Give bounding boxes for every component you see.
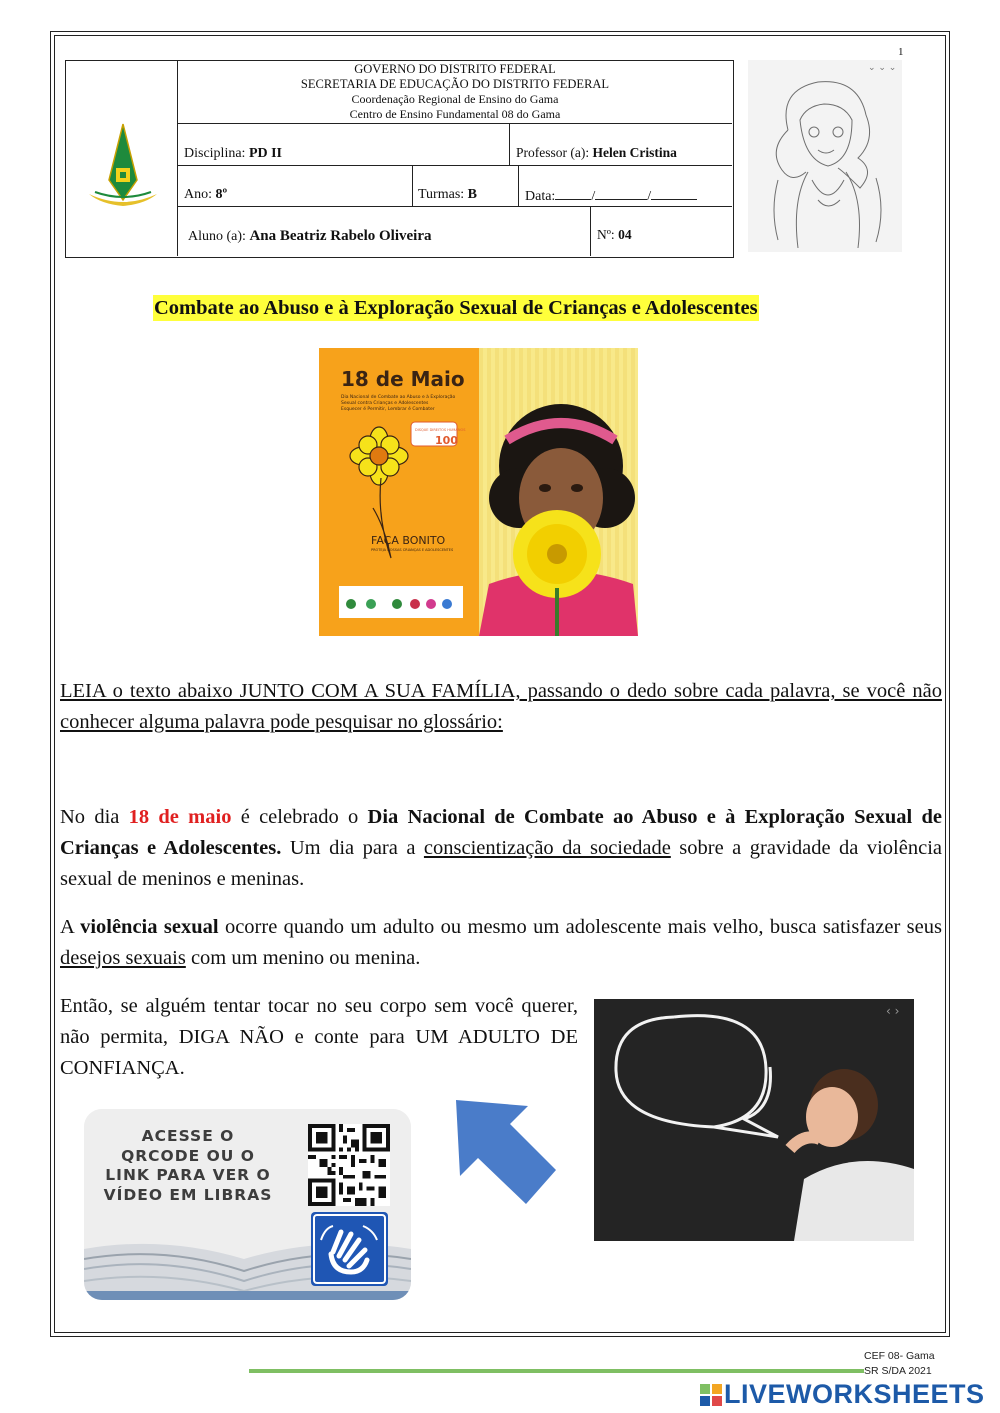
p1-date: 18 de maio [128,806,232,828]
header-divider-3 [518,165,519,206]
numero-field [597,227,632,243]
gov-line-2: SECRETARIA DE EDUCAÇÃO DO DISTRITO FEDERAL [300,77,610,91]
professor-value: Helen Cristina [592,145,677,160]
ano-field [184,187,227,203]
speaking-girl-photo [594,999,914,1241]
data-month-blank[interactable] [595,187,647,200]
p2-bold: violência sexual [80,916,219,938]
svg-text:⌄ ⌄ ⌄: ⌄ ⌄ ⌄ [868,63,897,73]
p1-text-b: é celebrado o [231,806,368,828]
footer-school: CEF 08- Gama [864,1350,935,1362]
data-label: Data: [525,189,556,204]
turmas-value: B [467,187,478,202]
arrow-up-left-icon [452,1096,560,1208]
aluno-value: Ana Beatriz Rabelo Oliveira [249,228,432,244]
professor-label: Professor (a): [516,145,590,160]
poster-slogan: FAÇA BONITO [371,534,446,547]
p1-text-a: No dia [60,806,129,828]
data-day-blank[interactable] [555,187,591,200]
data-field[interactable]: Data: / / [525,187,697,205]
gov-line-3: Coordenação Regional de Ensino do Gama [351,92,559,106]
liveworksheets-brand[interactable]: LIVEWORKSHEETS [724,1379,985,1409]
footer-divider [249,1369,864,1373]
may-18-poster [319,348,638,636]
paragraph-1 [60,802,942,895]
aluno-label: Aluno (a): [188,229,246,244]
numero-label: Nº: [597,227,615,242]
aluno-field [188,228,432,245]
p1-underlined: conscientização da sociedade [423,837,671,859]
gdf-crest-icon [65,60,177,256]
qr-code-icon [308,1124,390,1206]
ano-label: Ano: [184,187,212,202]
header-rule-2 [178,206,732,207]
poster-date: 18 de Maio [341,367,465,391]
qr-code[interactable] [308,1124,390,1206]
reading-instruction: LEIA o texto abaixo JUNTO COM A SUA FAMÍLIA, passando o dedo sobre cada palavra, se você não conhecer alguma palavra pode pesquisar no glossário: [60,680,942,733]
paragraph-2 [60,912,942,974]
gov-line-1: GOVERNO DO DISTRITO FEDERAL [354,62,556,76]
p2-text-a: A [60,916,81,938]
poster-slogan-sub: PROTEJA NOSSAS CRIANÇAS E ADOLESCENTES [371,548,454,552]
numero-value: 04 [618,227,632,242]
liveworksheets-logo-icon [700,1384,722,1406]
p2-underlined: desejos sexuais [60,947,186,969]
poster-subtitle-1: Dia Nacional de Combate ao Abuso e à Exploração [341,395,456,400]
government-heading [178,60,732,124]
turmas-label: Turmas: [418,187,465,202]
header-divider-2 [412,165,413,206]
gov-line-4: Centro de Ensino Fundamental 08 do Gama [349,107,561,121]
worksheet-title: Combate ao Abuso e à Exploração Sexual de Crianças e Adolescentes [154,297,758,319]
ano-value: 8º [215,187,228,202]
libras-sign-language-icon[interactable] [311,1212,388,1286]
poster-phone-label: DISQUE DIREITOS HUMANOS [415,428,466,432]
student-drawing [748,60,902,252]
professor-field [516,145,677,161]
girl-sketch-icon [748,60,902,252]
footer-year: SR S/DA 2021 [864,1365,932,1377]
header-divider-4 [590,206,591,256]
libras-instruction: ACESSE O QRCODE OU O LINK PARA VER O VÍDEO EM LIBRAS [103,1127,273,1204]
disciplina-value: PD II [248,146,282,161]
chalk-speech-bubble-icon [594,999,914,1241]
poster-image [319,348,638,636]
paragraph-3: Então, se alguém tentar tocar no seu corpo sem você querer, não permita, DIGA NÃO e conte para UM ADULTO DE CONFIANÇA. [60,995,578,1079]
p1-text-d: sobre a gravidade da violência sexual de meninos e meninas. [60,837,942,890]
page-number: 1 [898,46,904,58]
p1-text-c: Um dia para a [281,837,424,859]
header-divider-1 [509,124,510,165]
poster-phone-number: 100 [435,434,458,447]
svg-text:‹ ›: ‹ › [886,1004,900,1018]
poster-subtitle-3: Esquecer é Permitir, Lembrar é Combater [341,407,435,412]
poster-subtitle-2: Sexual contra Crianças e Adolescentes [341,401,429,406]
p2-text-c: com um menino ou menina. [185,947,421,969]
disciplina-field [184,146,282,162]
data-year-blank[interactable] [651,187,697,200]
disciplina-label: Disciplina: [184,146,246,161]
gdf-logo-cell [65,60,178,256]
turmas-field [418,187,477,203]
p2-text-b: ocorre quando um adulto ou mesmo um adolescente mais velho, busca satisfazer seus [218,916,942,938]
p1-bold: Dia Nacional de Combate ao Abuso e à Exploração Sexual de Crianças e Adolescentes. [60,806,942,859]
header-rule-1 [178,165,732,166]
